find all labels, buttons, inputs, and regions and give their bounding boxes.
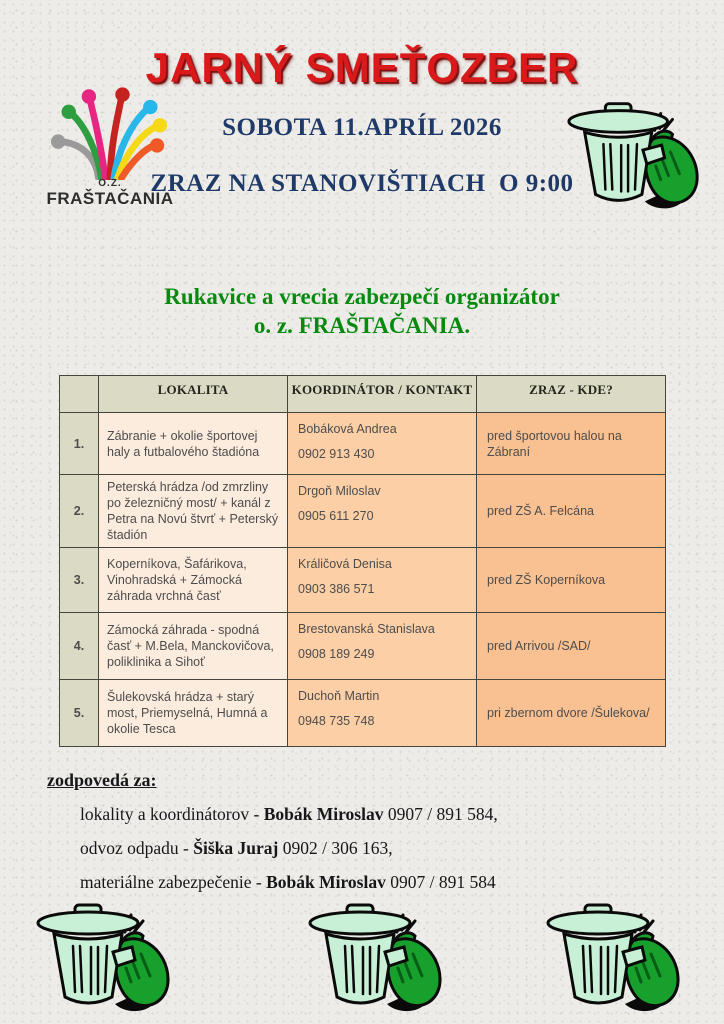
responsibility-heading: zodpovedá za: <box>47 770 157 790</box>
header-koordinator: KOORDINÁTOR / KONTAKT <box>288 376 477 413</box>
responsibility-line <box>80 804 498 825</box>
event-date: SOBOTA 11.APRÍL 2026 <box>222 114 502 141</box>
koordinator-name: Bobáková Andrea <box>298 422 397 436</box>
header-zraz: ZRAZ - KDE? <box>477 376 666 413</box>
row-number: 3. <box>60 548 99 613</box>
table-row <box>60 413 666 475</box>
row-number: 2. <box>60 475 99 548</box>
table-row <box>60 548 666 613</box>
row-lokalita: Zábranie + okolie športovej haly a futbalového štadióna <box>99 413 288 475</box>
row-number: 1. <box>60 413 99 475</box>
table-row <box>60 613 666 680</box>
row-zraz: pred ZŠ Koperníkova <box>477 548 666 613</box>
koordinator-name: Králičová Denisa <box>298 557 392 571</box>
responsibility-line <box>80 872 498 893</box>
row-zraz: pred športovou halou na Zábraní <box>477 413 666 475</box>
header-lokalita: LOKALITA <box>99 376 288 413</box>
table-row <box>60 680 666 747</box>
meeting-info: ZRAZ NA STANOVIŠTIACH O 9:00 <box>150 170 574 197</box>
header-number <box>60 376 99 413</box>
line-text: odvoz odpadu - <box>80 838 194 858</box>
line-phone: 0902 / 306 163, <box>278 838 393 858</box>
koordinator-phone: 0905 611 270 <box>298 509 374 523</box>
row-lokalita: Šulekovská hrádza + starý most, Priemyselná, Humná a okolie Tesca <box>99 680 288 747</box>
line-text: lokality a koordinátorov - <box>80 804 264 824</box>
koordinator-name: Drgoň Miloslav <box>298 484 381 498</box>
org-prefix: O.Z. <box>98 178 122 189</box>
row-lokalita: Koperníkova, Šafárikova, Vinohradská + Zámocká záhrada vrchná časť <box>99 548 288 613</box>
org-name: FRAŠTAČANIA <box>46 189 174 208</box>
row-number: 5. <box>60 680 99 747</box>
koordinator-name: Brestovanská Stanislava <box>298 622 435 636</box>
row-lokalita: Zámocká záhrada - spodná časť + M.Bela, Manckovičova, poliklinika a Sihoť <box>99 613 288 680</box>
line-phone: 0907 / 891 584 <box>385 872 496 892</box>
row-koordinator <box>288 548 477 613</box>
responsibility-section <box>47 770 498 893</box>
line-phone: 0907 / 891 584, <box>383 804 498 824</box>
row-koordinator <box>288 680 477 747</box>
responsibility-line <box>80 838 498 859</box>
organizer-notice <box>0 282 724 340</box>
koordinator-phone: 0948 735 748 <box>298 714 375 728</box>
line-name: Bobák Miroslav <box>266 872 386 892</box>
koordinator-phone: 0903 386 571 <box>298 582 375 596</box>
trash-can-icon <box>300 892 452 1020</box>
row-zraz: pri zbernom dvore /Šulekova/ <box>477 680 666 747</box>
row-koordinator <box>288 475 477 548</box>
row-koordinator <box>288 613 477 680</box>
line-name: Šiška Juraj <box>193 838 279 858</box>
trash-can-icon <box>28 892 180 1020</box>
line-text: materiálne zabezpečenie - <box>80 872 267 892</box>
table-row <box>60 475 666 548</box>
row-koordinator <box>288 413 477 475</box>
notice-line-2: o. z. FRAŠTAČANIA. <box>253 313 471 338</box>
koordinator-phone: 0908 189 249 <box>298 647 375 661</box>
trash-can-icon <box>538 892 690 1020</box>
koordinator-phone: 0902 913 430 <box>298 447 375 461</box>
line-name: Bobák Miroslav <box>263 804 384 824</box>
row-number: 4. <box>60 613 99 680</box>
row-zraz: pred Arrivou /SAD/ <box>477 613 666 680</box>
trash-can-icon <box>560 90 708 218</box>
page-title: JARNÝ SMEŤOZBER <box>145 44 579 91</box>
koordinator-name: Duchoň Martin <box>298 689 380 703</box>
locations-table <box>59 375 666 747</box>
row-lokalita: Peterská hrádza /od zmrzliny po železničný most/ + kanál z Petra na Novú štvrť + Peterský štadión <box>99 475 288 548</box>
row-zraz: pred ZŠ A. Felcána <box>477 475 666 548</box>
table-header-row <box>60 376 666 413</box>
notice-line-1: Rukavice a vrecia zabezpečí organizátor <box>164 284 560 309</box>
